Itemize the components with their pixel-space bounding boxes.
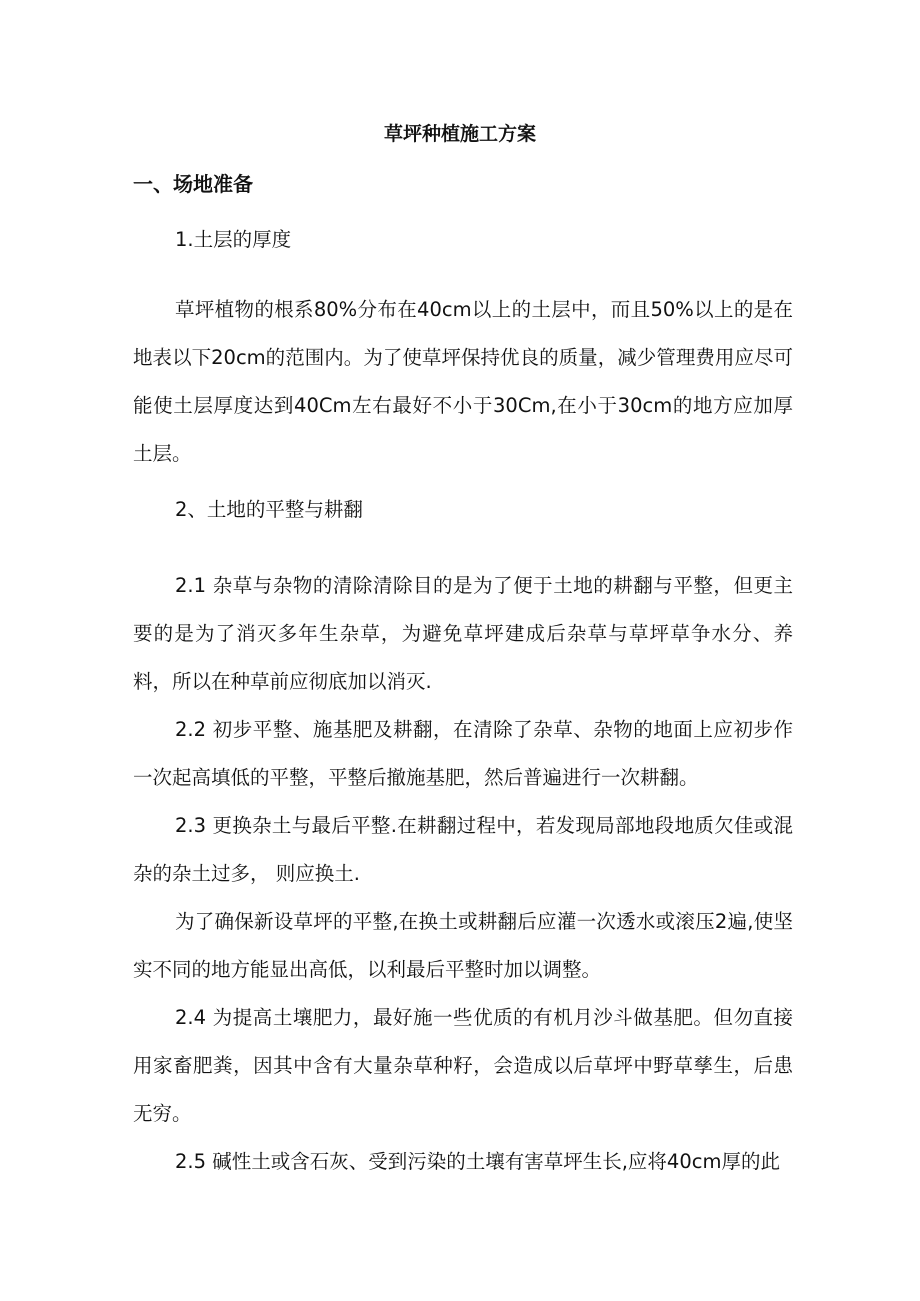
paragraph-2-5: 2.5 碱性土或含石灰、受到污染的土壤有害草坪生长,应将40cm厚的此 (175, 1150, 780, 1173)
subheading-leveling-tilling: 2、土地的平整与耕翻 (175, 498, 363, 521)
paragraph-2-2: 2.2 初步平整、施基肥及耕翻，在清除了杂草、杂物的地面上应初步作一次起高填低的平整，平整后撤施基肥，然后普遍进行一次耕翻。 (133, 718, 793, 789)
document-title: 草坪种植施工方案 (383, 123, 536, 145)
paragraph-soil-thickness: 草坪植物的根系80%分布在40cm以上的土层中，而且50%以上的是在地表以下20cm的范围内。为了使草坪保持优良的质量，减少管理费用应尽可能使土层厚度达到40Cm左右最好不小于30Cm,在小于30cm的地方应加厚土层。 (133, 298, 793, 465)
paragraph-2-3: 2.3 更换杂土与最后平整.在耕翻过程中，若发现局部地段地质欠佳或混杂的杂土过多， 则应换土. (133, 814, 793, 885)
paragraph-2-3-continued: 为了确保新设草坪的平整,在换土或耕翻后应灌一次透水或滚压2遍,使坚实不同的地方能显出高低，以利最后平整时加以调整。 (133, 910, 793, 981)
paragraph-2-1: 2.1 杂草与杂物的清除清除目的是为了便于土地的耕翻与平整，但更主要的是为了消灭多年生杂草，为避免草坪建成后杂草与草坪草争水分、养料，所以在种草前应彻底加以消灭. (133, 574, 793, 693)
subheading-soil-thickness: 1.土层的厚度 (175, 228, 292, 251)
paragraph-2-4: 2.4 为提高土壤肥力，最好施一些优质的有机月沙斗做基肥。但勿直接用家畜肥粪，因其中含有大量杂草种籽，会造成以后草坪中野草孳生，后患无穷。 (133, 1006, 793, 1125)
section-heading-site-preparation: 一、场地准备 (133, 172, 253, 196)
